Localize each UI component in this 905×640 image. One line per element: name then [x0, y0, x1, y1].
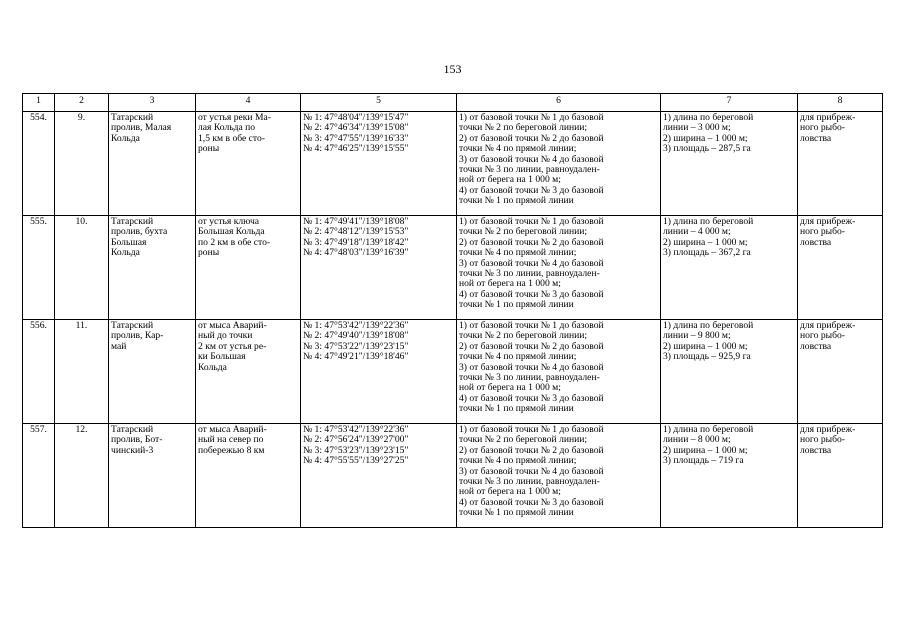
coordinates-cell [301, 424, 457, 528]
coordinate-line: № 2: 47°48'12"/139°15'53" [303, 226, 409, 238]
description-line: лая Кольда по [198, 122, 256, 134]
location-line: чинский-3 [111, 444, 154, 456]
coordinate-line: № 4: 47°49'21"/139°18'46" [303, 351, 409, 363]
description-line: Кольда [198, 361, 227, 373]
boundary-line: точки № 3 по линии, равноудален- [459, 372, 600, 384]
fishing-areas-table [22, 93, 883, 528]
boundary-line: точки № 4 по прямой линии; [459, 351, 577, 363]
boundary-line: точки № 4 по прямой линии; [459, 143, 577, 155]
coordinates-cell [301, 320, 457, 424]
row-number: 557. [23, 424, 55, 528]
coordinate-line: № 4: 47°55'55"/139°27'25" [303, 455, 409, 467]
purpose-line: для прибреж- [800, 112, 856, 123]
dimension-line: линии – 8 000 м; [663, 434, 731, 446]
dimension-line: 3) площадь – 719 га [663, 455, 744, 467]
boundary-line: ной от берега на 1 000 м; [459, 486, 561, 498]
boundary-line: 1) от базовой точки № 1 до базовой [459, 424, 604, 435]
boundary-line: точки № 1 по прямой линии [459, 195, 574, 207]
boundary-line: точки № 1 по прямой линии [459, 299, 574, 311]
boundary-line: точки № 2 по береговой линии; [459, 330, 588, 342]
coordinate-line: № 2: 47°49'40"/139°18'08" [303, 330, 409, 342]
description-line: от мыса Аварий- [198, 424, 267, 435]
boundary-line: ной от берега на 1 000 м; [459, 278, 561, 290]
boundary-line: 4) от базовой точки № 3 до базовой [459, 184, 604, 196]
boundary-line: 1) от базовой точки № 1 до базовой [459, 112, 604, 123]
column-header: 2 [55, 94, 109, 112]
dimension-line: 2) ширина – 1 000 м; [663, 236, 748, 248]
coordinate-line: № 1: 47°53'42"/139°22'36" [303, 320, 409, 331]
description-line: от устья реки Ма- [198, 112, 271, 123]
column-header: 1 [23, 94, 55, 112]
purpose-line: ловства [800, 236, 832, 248]
boundary-line: 3) от базовой точки № 4 до базовой [459, 361, 604, 373]
table-row [23, 424, 883, 528]
coordinate-line: № 3: 47°47'55"/139°16'33" [303, 132, 409, 144]
purpose-line: ного рыбо- [800, 122, 845, 134]
column-header: 3 [109, 94, 196, 112]
purpose-cell [798, 320, 883, 424]
location-line: Татарский [111, 112, 154, 123]
purpose-line: для прибреж- [800, 320, 856, 331]
column-header: 7 [661, 94, 798, 112]
boundary-line: 2) от базовой точки № 2 до базовой [459, 236, 604, 248]
coordinate-line: № 1: 47°53'42"/139°22'36" [303, 424, 409, 435]
boundary-line: точки № 1 по прямой линии [459, 507, 574, 519]
boundaries-cell [457, 216, 661, 320]
boundary-line: 3) от базовой точки № 4 до базовой [459, 257, 604, 269]
description-line: Большая Кольда [198, 226, 265, 238]
dimension-line: 1) длина по береговой [663, 112, 754, 123]
boundary-line: 3) от базовой точки № 4 до базовой [459, 465, 604, 477]
boundary-line: 1) от базовой точки № 1 до базовой [459, 320, 604, 331]
coordinate-line: № 3: 47°53'22"/139°23'15" [303, 340, 409, 352]
column-header: 8 [798, 94, 883, 112]
purpose-cell [798, 216, 883, 320]
boundary-line: 2) от базовой точки № 2 до базовой [459, 340, 604, 352]
row-number: 555. [23, 216, 55, 320]
sub-number: 10. [55, 216, 109, 320]
dimension-line: 3) площадь – 367,2 га [663, 247, 751, 259]
purpose-line: ловства [800, 132, 832, 144]
boundary-line: точки № 3 по линии, равноудален- [459, 476, 600, 488]
boundary-line: 2) от базовой точки № 2 до базовой [459, 444, 604, 456]
boundary-line: 4) от базовой точки № 3 до базовой [459, 288, 604, 300]
description-line: роны [198, 247, 220, 259]
dimension-line: 2) ширина – 1 000 м; [663, 340, 748, 352]
table-row [23, 112, 883, 216]
description-line: от мыса Аварий- [198, 320, 267, 331]
dimensions-cell [661, 424, 798, 528]
coordinate-line: № 1: 47°48'04"/139°15'47" [303, 112, 409, 123]
location-line: Кольда [111, 247, 140, 259]
purpose-line: ного рыбо- [800, 330, 845, 342]
purpose-line: ловства [800, 340, 832, 352]
boundary-line: точки № 3 по линии, равноудален- [459, 164, 600, 176]
description-line: ный до точки [198, 330, 253, 342]
dimensions-cell [661, 320, 798, 424]
location-line: Большая [111, 236, 147, 248]
description-cell [196, 216, 301, 320]
row-number: 556. [23, 320, 55, 424]
boundary-line: 4) от базовой точки № 3 до базовой [459, 496, 604, 508]
boundary-line: ной от берега на 1 000 м; [459, 174, 561, 186]
dimension-line: 1) длина по береговой [663, 424, 754, 435]
purpose-line: ного рыбо- [800, 226, 845, 238]
coordinate-line: № 4: 47°48'03"/139°16'39" [303, 247, 409, 259]
coordinate-line: № 2: 47°46'34"/139°15'08" [303, 122, 409, 134]
coordinate-line: № 4: 47°46'25"/139°15'55" [303, 143, 409, 155]
description-cell [196, 424, 301, 528]
description-line: 1,5 км в обе сто- [198, 132, 265, 144]
sub-number: 9. [55, 112, 109, 216]
description-line: по 2 км в обе сто- [198, 236, 271, 248]
location-line: пролив, Бот- [111, 434, 163, 446]
location-cell [109, 112, 196, 216]
location-line: Татарский [111, 216, 154, 227]
location-line: Татарский [111, 320, 154, 331]
description-cell [196, 320, 301, 424]
dimension-line: линии – 9 800 м; [663, 330, 731, 342]
dimension-line: линии – 4 000 м; [663, 226, 731, 238]
sub-number: 11. [55, 320, 109, 424]
dimension-line: 3) площадь – 925,9 га [663, 351, 751, 363]
coordinate-line: № 1: 47°49'41"/139°18'08" [303, 216, 409, 227]
coordinates-cell [301, 216, 457, 320]
boundary-line: ной от берега на 1 000 м; [459, 382, 561, 394]
location-line: пролив, бухта [111, 226, 168, 238]
row-number: 554. [23, 112, 55, 216]
description-line: побережью 8 км [198, 444, 265, 456]
coordinate-line: № 3: 47°49'18"/139°18'42" [303, 236, 409, 248]
boundary-line: точки № 4 по прямой линии; [459, 455, 577, 467]
description-line: ки Большая [198, 351, 246, 363]
location-line: пролив, Кар- [111, 330, 164, 342]
dimension-line: 1) длина по береговой [663, 216, 754, 227]
location-line: Кольда [111, 132, 140, 144]
description-line: роны [198, 143, 220, 155]
boundary-line: 2) от базовой точки № 2 до базовой [459, 132, 604, 144]
description-line: ный на север по [198, 434, 264, 446]
boundary-line: 1) от базовой точки № 1 до базовой [459, 216, 604, 227]
purpose-cell [798, 112, 883, 216]
boundary-line: 3) от базовой точки № 4 до базовой [459, 153, 604, 165]
boundaries-cell [457, 320, 661, 424]
boundary-line: точки № 2 по береговой линии; [459, 122, 588, 134]
dimensions-cell [661, 216, 798, 320]
description-cell [196, 112, 301, 216]
sub-number: 12. [55, 424, 109, 528]
description-line: от устья ключа [198, 216, 260, 227]
boundary-line: точки № 2 по береговой линии; [459, 226, 588, 238]
header-row [23, 94, 883, 112]
boundary-line: точки № 2 по береговой линии; [459, 434, 588, 446]
dimensions-cell [661, 112, 798, 216]
boundary-line: точки № 1 по прямой линии [459, 403, 574, 415]
column-header: 4 [196, 94, 301, 112]
boundaries-cell [457, 424, 661, 528]
dimension-line: 2) ширина – 1 000 м; [663, 444, 748, 456]
table-row [23, 216, 883, 320]
column-header: 6 [457, 94, 661, 112]
purpose-line: для прибреж- [800, 424, 856, 435]
page-number: 153 [443, 62, 462, 76]
location-line: пролив, Малая [111, 122, 172, 134]
location-cell [109, 216, 196, 320]
table-row [23, 320, 883, 424]
purpose-cell [798, 424, 883, 528]
location-line: Татарский [111, 424, 154, 435]
location-cell [109, 424, 196, 528]
location-line: май [111, 340, 127, 352]
purpose-line: ловства [800, 444, 832, 456]
coordinate-line: № 2: 47°56'24"/139°27'00" [303, 434, 409, 446]
boundary-line: 4) от базовой точки № 3 до базовой [459, 392, 604, 404]
column-header: 5 [301, 94, 457, 112]
dimension-line: 2) ширина – 1 000 м; [663, 132, 748, 144]
coordinate-line: № 3: 47°53'23"/139°23'15" [303, 444, 409, 456]
purpose-line: для прибреж- [800, 216, 856, 227]
coordinates-cell [301, 112, 457, 216]
dimension-line: 1) длина по береговой [663, 320, 754, 331]
boundary-line: точки № 3 по линии, равноудален- [459, 268, 600, 280]
boundaries-cell [457, 112, 661, 216]
purpose-line: ного рыбо- [800, 434, 845, 446]
boundary-line: точки № 4 по прямой линии; [459, 247, 577, 259]
description-line: 2 км от устья ре- [198, 340, 267, 352]
dimension-line: линии – 3 000 м; [663, 122, 731, 134]
dimension-line: 3) площадь – 287,5 га [663, 143, 751, 155]
table-body [23, 112, 883, 528]
location-cell [109, 320, 196, 424]
